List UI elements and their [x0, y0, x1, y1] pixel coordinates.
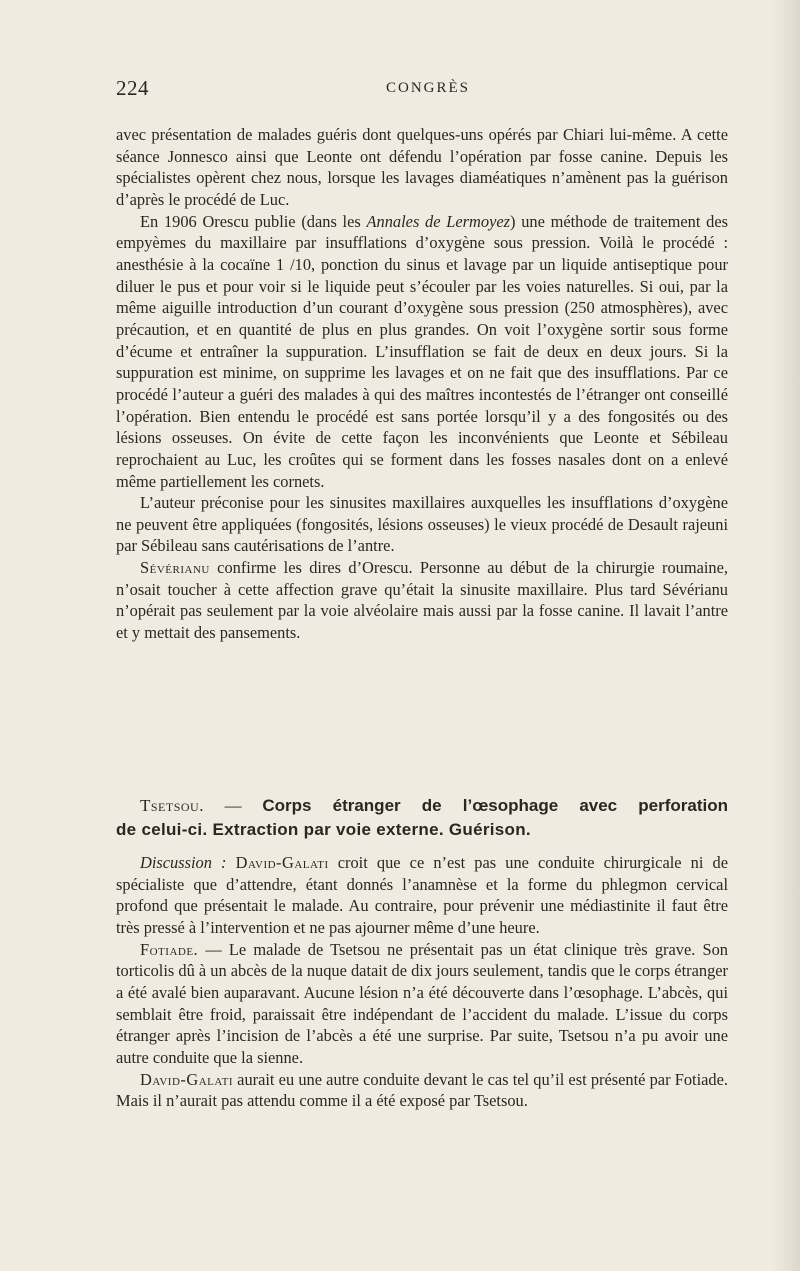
title-line-1: Corps étranger de l’œsophage avec perforation [262, 796, 729, 815]
paragraph-3: L’auteur préconise pour les sinusites maxillaires auxquelles les insufflations d’oxygène ne peuvent être appliquées (fongosités, lésions osseuses) le vieux procédé de Desault rajeuni par Sébileau sans cautérisations de l’antre. [116, 493, 728, 556]
section-title-line-1 [116, 794, 728, 818]
paragraph-1: avec présentation de malades guéris dont quelques-uns opérés par Chiari lui-même. A cette séance Jonnesco ainsi que Leonte ont défendu l’opération par fosse canine. Depuis les spécialistes opèrent chez nous, lorsque les lavages diaméatiques n’amènent pas la guérison d’après le procédé de Luc. [116, 125, 728, 209]
title-author: Tsetsou. [140, 796, 204, 815]
discussion-block [116, 852, 728, 1112]
speaker-severianu: Sévérianu [140, 558, 210, 578]
speaker-fotiade: Fotiade. [140, 939, 199, 959]
discussion-1-text: croit que ce n’est pas une conduite chirurgicale ni de spécialiste que d’attendre, étant donnés l’anamnèse et la forme du phlegmon cervical profond que présentait le malade. Au contraire, pour prévenir une médiastinite il faut être très pressé à l’intervention et ne pas ajourner même d’une heure. [116, 853, 728, 937]
paragraph-2-rest: ) une méthode de traitement des empyèmes du maxillaire par insufflations d’oxygène sous pression. Voilà le procédé : anesthésie à la cocaïne 1 /10, ponction du sinus et lavage par un liquide antiseptique pour diluer le pus et pour voir si le liquide peut s’écouler par les voies naturelles. Si oui, par la même aiguille introduction d’un courant d’oxygène sous pression (250 atmosphères), avec précaution, et en quantité de plus en plus grandes. On voit l’oxygène sortir sous forme d’écume et entraîner la suppuration. L’insufflation se fait de deux en deux jours. Si la suppuration est minime, on supprime les lavages et on ne fait que des insufflations. Par ce procédé l’auteur a guéri des malades à qui des maîtres incontestés de l’étranger ont conseillé l’opération. Bien entendu le procédé est sans portée lorsqu’il y a des fongosités ou des lésions osseuses. On évite de cette façon les inconvénients que Leonte et Sébileau reprochaient au Luc, les croûtes qui se forment dans les fosses nasales dont on a enlevé même partiellement les cornets. [116, 211, 729, 491]
discussion-paragraph-3 [116, 1069, 728, 1112]
speaker-david-galati-2: David-Galati [140, 1069, 233, 1089]
paragraph-2 [116, 211, 728, 493]
discussion-3-text: aurait eu une autre conduite devant le cas tel qu’il est présenté par Fotiade. Mais il n’aurait pas attendu comme il a été exposé par Tsetsou. [116, 1069, 728, 1111]
paragraph-4-text: confirme les dires d’Orescu. Personne au début de la chirurgie roumaine, n’osait toucher à cette affection grave qu’était la sinusite maxillaire. Plus tard Sévérianu n’opérait pas seulement par la voie alvéolaire mais aussi par la fosse canine. Il lavait l’antre et y mettait des pansements. [116, 558, 728, 643]
discussion-2-text: — Le malade de Tsetsou ne présentait pas un état clinique très grave. Son torticolis dû à un abcès de la nuque datait de dix jours seulement, tandis que le corps étranger a été avalé bien auparavant. Aucune lésion n’a été découverte dans l’œsophage. L’abcès, qui semblait être froid, paraissait être indépendant de l’accident du malade. L’issue du corps étranger après l’incision de l’abcès a été une surprise. Par suite, Tsetsou n’a pu avoir une autre conduite que la sienne. [116, 939, 728, 1067]
page-number: 224 [116, 76, 149, 100]
section-title [116, 794, 728, 842]
body-text [116, 124, 728, 644]
section-title-line-2 [116, 818, 728, 842]
discussion-paragraph-1 [116, 852, 728, 939]
running-head: CONGRÈS [386, 80, 471, 96]
paragraph-2-start: En 1906 Orescu publie (dans les [140, 211, 367, 231]
page-edge-shadow [772, 0, 800, 1271]
paragraph-4 [116, 557, 728, 644]
title-dash: — [203, 796, 263, 815]
discussion-label: Discussion : [140, 853, 227, 872]
speaker-david-galati-1: David-Galati [235, 853, 329, 872]
discussion-paragraph-2 [116, 939, 728, 1069]
title-line-2: de celui-ci. Extraction par voie externe. Guérison. [116, 820, 531, 839]
page-header [116, 76, 728, 106]
journal-title: Annales de Lermoyez [366, 211, 510, 231]
